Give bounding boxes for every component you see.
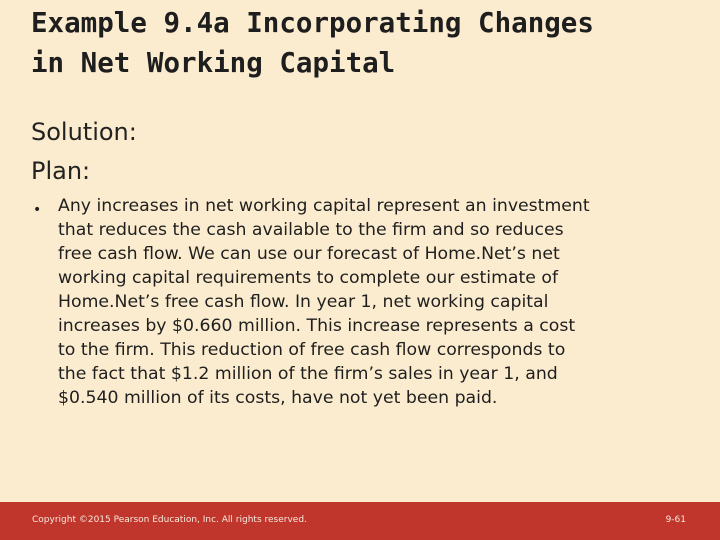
bullet-line-7: to the firm. This reduction of free cash flow corresponds to xyxy=(58,340,566,360)
slide-title-line-1: Example 9.4a Incorporating Changes xyxy=(31,7,594,39)
copyright-text: Copyright ©2015 Pearson Education, Inc. All rights reserved. xyxy=(32,515,307,525)
bullet-line-4: working capital requirements to complete our estimate of xyxy=(58,268,559,288)
solution-label: Solution: xyxy=(31,118,137,146)
bullet-line-9: $0.540 million of its costs, have not yet been paid. xyxy=(58,388,498,408)
bullet-marker: • xyxy=(33,202,42,218)
bullet-line-8: the fact that $1.2 million of the firm’s sales in year 1, and xyxy=(58,364,558,384)
bullet-line-6: increases by $0.660 million. This increase represents a cost xyxy=(58,316,576,336)
bullet-line-1: Any increases in net working capital represent an investment xyxy=(58,196,590,216)
slide-title-line-2: in Net Working Capital xyxy=(31,47,396,79)
bullet-line-5: Home.Net’s free cash flow. In year 1, net working capital xyxy=(58,292,549,312)
plan-label: Plan: xyxy=(31,157,91,185)
bullet-line-3: free cash flow. We can use our forecast of Home.Net’s net xyxy=(58,244,560,264)
slide-number: 9-61 xyxy=(665,515,686,525)
footer-bar xyxy=(0,502,720,540)
bullet-line-2: that reduces the cash available to the firm and so reduces xyxy=(58,220,564,240)
